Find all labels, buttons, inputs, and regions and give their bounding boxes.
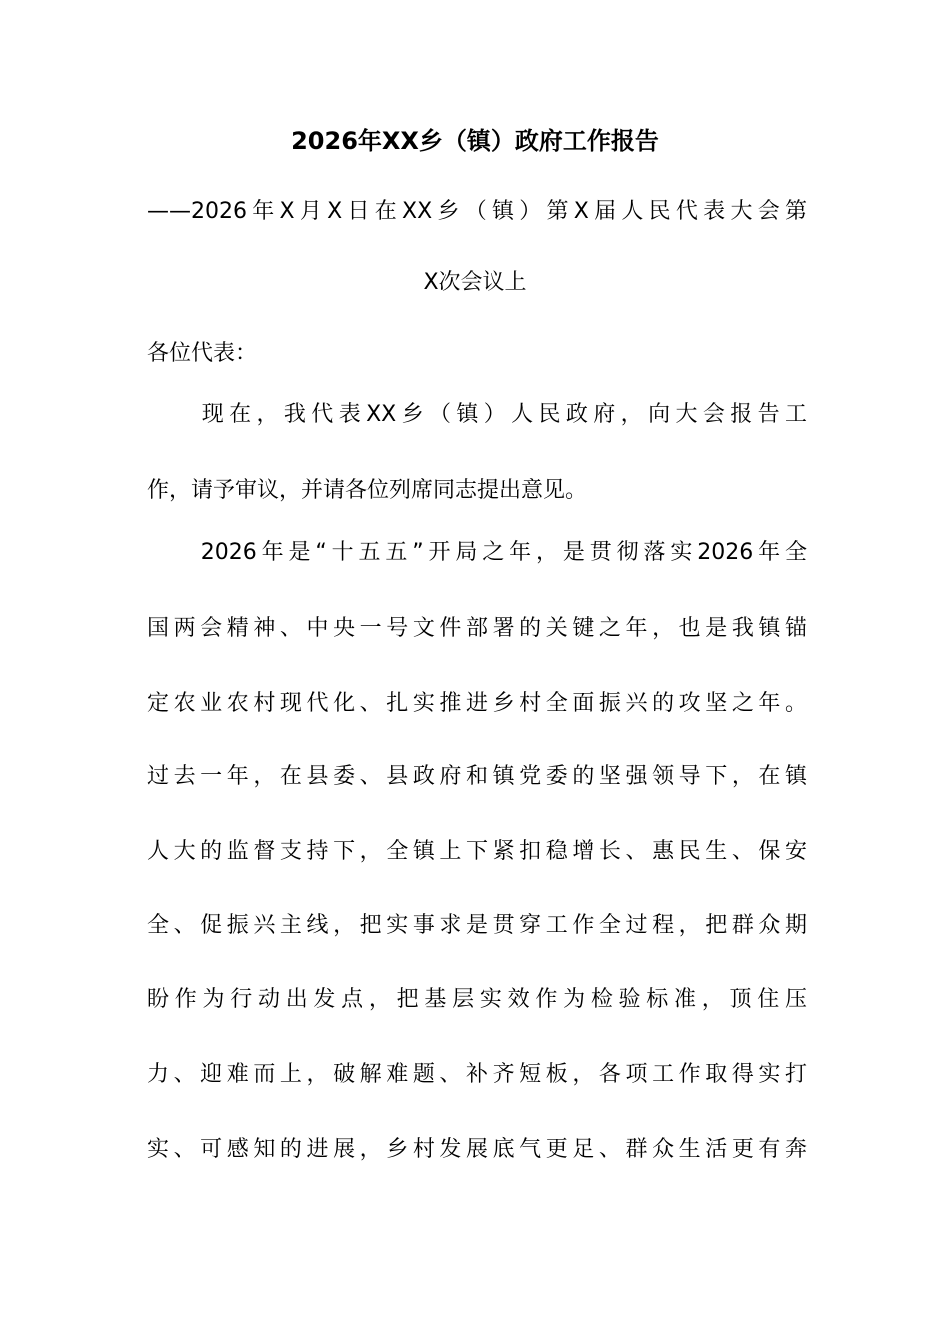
body-line: 定农业农村现代化、扎实推进乡村全面振兴的攻坚之年。 bbox=[147, 691, 807, 716]
body-line: 盼作为行动出发点，把基层实效作为检验标准，顶住压 bbox=[147, 987, 807, 1012]
body-line: 力、迎难而上，破解难题、补齐短板，各项工作取得实打 bbox=[147, 1062, 807, 1087]
body-line: 现在，我代表XX乡（镇）人民政府，向大会报告工 bbox=[147, 402, 807, 427]
document-subtitle-line-1: ——2026年X月X日在XX乡（镇）第X届人民代表大会第 bbox=[147, 199, 807, 224]
salutation: 各位代表： bbox=[147, 341, 258, 366]
body-line: 人大的监督支持下，全镇上下紧扣稳增长、惠民生、保安 bbox=[147, 839, 807, 864]
document-subtitle-line-2: X次会议上 bbox=[423, 270, 527, 295]
document-title: 2026年XX乡（镇）政府工作报告 bbox=[291, 127, 659, 155]
body-line: 作，请予审议，并请各位列席同志提出意见。 bbox=[147, 478, 588, 503]
body-line: 全、促振兴主线，把实事求是贯穿工作全过程，把群众期 bbox=[147, 913, 807, 938]
body-line: 实、可感知的进展，乡村发展底气更足、群众生活更有奔 bbox=[147, 1137, 807, 1162]
body-line: 2026年是“十五五”开局之年，是贯彻落实2026年全 bbox=[147, 540, 807, 565]
body-line: 国两会精神、中央一号文件部署的关键之年，也是我镇锚 bbox=[147, 616, 807, 641]
body-line: 过去一年，在县委、县政府和镇党委的坚强领导下，在镇 bbox=[147, 764, 807, 789]
